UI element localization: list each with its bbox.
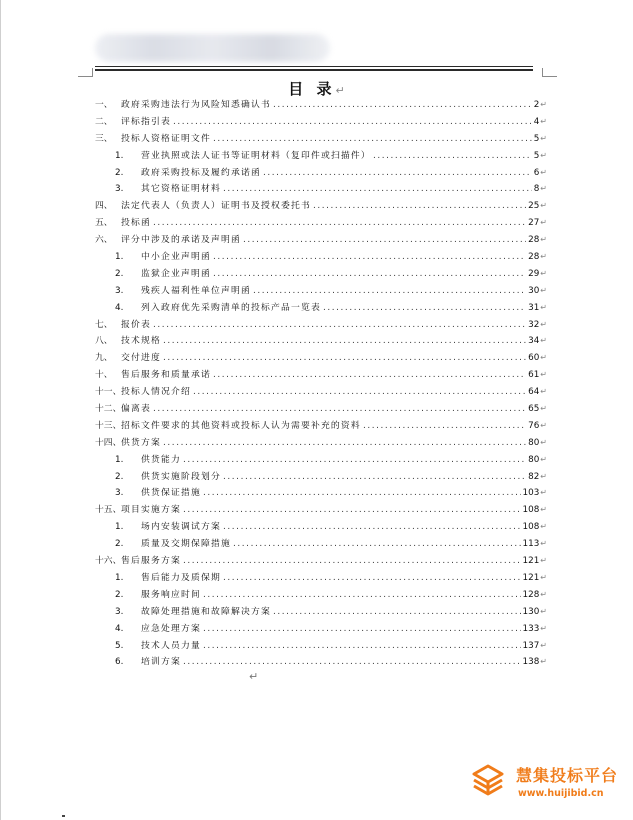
page-bottom-mark bbox=[62, 815, 65, 817]
toc-entry-number: 十四、 bbox=[95, 437, 122, 448]
toc-entry[interactable] bbox=[95, 367, 547, 384]
toc-entry-number: 十三、 bbox=[95, 420, 122, 431]
header-rule-thin bbox=[95, 66, 533, 67]
toc-dot-leader bbox=[223, 181, 532, 198]
paragraph-mark-icon: ↵ bbox=[249, 670, 259, 683]
toc-entry[interactable] bbox=[95, 283, 547, 300]
toc-entry-number: 九、 bbox=[95, 353, 113, 364]
paragraph-mark-icon: ↵ bbox=[540, 488, 547, 498]
toc-entry[interactable] bbox=[95, 384, 547, 401]
toc-entry-label: 售后服务和质量承诺 bbox=[121, 370, 211, 381]
page-title-text: 目 录 bbox=[288, 80, 336, 98]
toc-entry-page: 108 bbox=[522, 522, 540, 533]
toc-entry-page: 130 bbox=[522, 606, 540, 617]
toc-entry[interactable] bbox=[95, 587, 547, 604]
toc-entry-label: 中小企业声明函 bbox=[141, 252, 211, 263]
toc-entry-page: 121 bbox=[522, 572, 540, 583]
toc-dot-leader bbox=[203, 587, 521, 604]
toc-entry-number: 十二、 bbox=[95, 404, 122, 415]
toc-entry-label: 投标函 bbox=[121, 218, 151, 229]
toc-dot-leader bbox=[153, 317, 526, 334]
toc-entry-page: 6 bbox=[533, 167, 540, 178]
toc-dot-leader bbox=[273, 97, 532, 114]
watermark-logo bbox=[468, 760, 628, 806]
toc-entry-number: 十一、 bbox=[95, 387, 122, 398]
paragraph-mark-icon: ↵ bbox=[540, 556, 547, 566]
toc-entry-number: 五、 bbox=[95, 218, 113, 229]
toc-entry-page: 2 bbox=[533, 100, 540, 110]
toc-entry-page: 60 bbox=[528, 353, 540, 364]
huiji-logo-icon bbox=[468, 760, 506, 800]
toc-entry-number: 四、 bbox=[95, 201, 113, 212]
toc-entry-number: 2. bbox=[115, 539, 124, 550]
toc-entry[interactable] bbox=[95, 435, 547, 452]
paragraph-mark-icon: ↵ bbox=[540, 201, 547, 211]
paragraph-mark-icon: ↵ bbox=[540, 252, 547, 262]
toc-entry-label: 供货实施阶段划分 bbox=[141, 471, 221, 482]
toc-entry[interactable] bbox=[95, 131, 547, 148]
toc-entry-page: 29 bbox=[528, 268, 540, 279]
paragraph-mark-icon: ↵ bbox=[540, 522, 547, 532]
toc-dot-leader bbox=[213, 249, 526, 266]
paragraph-mark-icon: ↵ bbox=[540, 437, 547, 447]
toc-entry-label: 投标人情况介绍 bbox=[121, 387, 191, 398]
toc-entry-number: 二、 bbox=[95, 116, 113, 127]
toc-entry-number: 十六、 bbox=[95, 556, 122, 567]
paragraph-mark-icon: ↵ bbox=[540, 100, 547, 109]
paragraph-mark-icon: ↵ bbox=[540, 150, 547, 160]
margin-corner-mark-left bbox=[78, 68, 93, 77]
toc-entry-number: 一、 bbox=[95, 100, 113, 110]
toc-entry-page: 137 bbox=[522, 640, 540, 651]
toc-entry-number: 十、 bbox=[95, 370, 113, 381]
paragraph-mark-icon: ↵ bbox=[540, 184, 547, 194]
toc-entry-label: 监狱企业声明函 bbox=[141, 268, 211, 279]
toc-entry-label: 供货能力 bbox=[141, 454, 181, 465]
toc-entry-label: 报价表 bbox=[121, 319, 151, 330]
toc-entry-label: 评标指引表 bbox=[121, 116, 171, 127]
toc-dot-leader bbox=[323, 300, 526, 317]
toc-entry-number: 3. bbox=[115, 488, 124, 499]
toc-entry-page: 82 bbox=[528, 471, 540, 482]
toc-entry-label: 营业执照或法人证书等证明材料（复印件或扫描件） bbox=[141, 150, 371, 161]
paragraph-mark-icon: ↵ bbox=[540, 302, 547, 312]
toc-entry-page: 133 bbox=[522, 623, 540, 634]
paragraph-mark-icon: ↵ bbox=[540, 319, 547, 329]
toc-entry[interactable] bbox=[95, 638, 547, 655]
toc-entry-number: 4. bbox=[115, 623, 124, 634]
toc-entry-page: 76 bbox=[528, 420, 540, 431]
toc-dot-leader bbox=[223, 519, 521, 536]
toc-entry-number: 1. bbox=[115, 252, 124, 263]
paragraph-mark-icon: ↵ bbox=[540, 218, 547, 228]
toc-entry-label: 政府采购投标及履约承诺函 bbox=[141, 167, 261, 178]
toc-entry-label: 投标人资格证明文件 bbox=[121, 133, 211, 144]
toc-entry-number: 3. bbox=[115, 184, 124, 195]
toc-entry-number: 1. bbox=[115, 454, 124, 465]
toc-dot-leader bbox=[213, 367, 526, 384]
toc-entry-page: 80 bbox=[528, 454, 540, 465]
toc-dot-leader bbox=[223, 570, 521, 587]
paragraph-mark-icon: ↵ bbox=[540, 370, 547, 380]
toc-entry-number: 2. bbox=[115, 268, 124, 279]
paragraph-mark-icon: ↵ bbox=[540, 505, 547, 515]
toc-entry-page: 65 bbox=[528, 404, 540, 415]
toc-entry[interactable] bbox=[95, 401, 547, 418]
margin-corner-mark-right bbox=[542, 68, 557, 77]
toc-entry-page: 32 bbox=[528, 319, 540, 330]
page-title bbox=[0, 78, 633, 99]
paragraph-mark-icon: ↵ bbox=[540, 353, 547, 363]
toc-dot-leader bbox=[203, 621, 521, 638]
paragraph-mark-icon: ↵ bbox=[540, 454, 547, 464]
toc-dot-leader bbox=[203, 485, 521, 502]
toc-dot-leader bbox=[153, 215, 526, 232]
toc-entry-page: 121 bbox=[522, 556, 540, 567]
toc-dot-leader bbox=[163, 333, 526, 350]
paragraph-mark-icon: ↵ bbox=[540, 133, 547, 143]
table-of-contents bbox=[95, 97, 547, 671]
toc-entry-page: 61 bbox=[528, 370, 540, 381]
toc-entry-page: 138 bbox=[522, 657, 540, 668]
toc-entry-label: 培训方案 bbox=[141, 657, 181, 668]
paragraph-mark-icon: ↵ bbox=[540, 235, 547, 245]
toc-entry-number: 3. bbox=[115, 606, 124, 617]
paragraph-mark-icon: ↵ bbox=[540, 167, 547, 177]
toc-entry-number: 2. bbox=[115, 167, 124, 178]
toc-dot-leader bbox=[153, 401, 526, 418]
toc-dot-leader bbox=[173, 114, 532, 131]
toc-entry[interactable] bbox=[95, 148, 547, 165]
toc-entry[interactable] bbox=[95, 502, 547, 519]
toc-entry-label: 交付进度 bbox=[121, 353, 161, 364]
toc-dot-leader bbox=[213, 131, 532, 148]
paragraph-mark-icon: ↵ bbox=[540, 539, 547, 549]
toc-entry[interactable] bbox=[95, 300, 547, 317]
toc-entry-number: 七、 bbox=[95, 319, 113, 330]
toc-entry[interactable] bbox=[95, 452, 547, 469]
toc-entry-number: 十五、 bbox=[95, 505, 122, 516]
toc-entry-label: 应急处理方案 bbox=[141, 623, 201, 634]
toc-entry-number: 2. bbox=[115, 589, 124, 600]
toc-entry[interactable] bbox=[95, 536, 547, 553]
toc-entry-page: 28 bbox=[528, 235, 540, 246]
toc-dot-leader bbox=[223, 469, 526, 486]
toc-entry-label: 评分中涉及的承诺及声明函 bbox=[121, 235, 241, 246]
toc-entry-page: 108 bbox=[522, 505, 540, 516]
toc-dot-leader bbox=[313, 198, 526, 215]
paragraph-mark-icon: ↵ bbox=[540, 387, 547, 397]
toc-entry[interactable] bbox=[95, 418, 547, 435]
toc-entry-label: 项目实施方案 bbox=[121, 505, 181, 516]
toc-entry[interactable] bbox=[95, 317, 547, 334]
paragraph-mark-icon: ↵ bbox=[540, 572, 547, 582]
toc-entry[interactable] bbox=[95, 570, 547, 587]
toc-dot-leader bbox=[263, 165, 532, 182]
toc-entry-number: 6. bbox=[115, 657, 124, 668]
toc-entry-number: 3. bbox=[115, 285, 124, 296]
toc-entry[interactable] bbox=[95, 621, 547, 638]
toc-entry[interactable] bbox=[95, 232, 547, 249]
toc-dot-leader bbox=[273, 604, 521, 621]
paragraph-mark-icon: ↵ bbox=[540, 606, 547, 616]
header-redacted-text bbox=[95, 34, 330, 62]
toc-entry-label: 技术规格 bbox=[121, 336, 161, 347]
toc-entry-label: 服务响应时间 bbox=[141, 589, 201, 600]
toc-entry-page: 64 bbox=[528, 387, 540, 398]
toc-entry[interactable] bbox=[95, 97, 547, 114]
toc-entry-label: 售后服务方案 bbox=[121, 556, 181, 567]
toc-dot-leader bbox=[183, 553, 521, 570]
paragraph-mark-icon: ↵ bbox=[540, 471, 547, 481]
paragraph-mark-icon: ↵ bbox=[540, 657, 547, 667]
toc-entry-page: 31 bbox=[528, 302, 540, 313]
paragraph-mark-icon: ↵ bbox=[540, 285, 547, 295]
toc-entry[interactable] bbox=[95, 198, 547, 215]
paragraph-mark-icon: ↵ bbox=[540, 589, 547, 599]
toc-dot-leader bbox=[243, 232, 526, 249]
paragraph-mark-icon: ↵ bbox=[540, 268, 547, 278]
toc-entry-label: 其它资格证明材料 bbox=[141, 184, 221, 195]
paragraph-mark-icon: ↵ bbox=[540, 404, 547, 414]
toc-entry-label: 场内安装调试方案 bbox=[141, 522, 221, 533]
toc-entry-number: 三、 bbox=[95, 133, 113, 144]
toc-entry[interactable] bbox=[95, 333, 547, 350]
toc-entry-page: 80 bbox=[528, 437, 540, 448]
watermark-url: www.huijibid.cn bbox=[518, 788, 604, 799]
toc-entry-number: 1. bbox=[115, 150, 124, 161]
toc-entry-label: 偏离表 bbox=[121, 404, 151, 415]
toc-entry-number: 1. bbox=[115, 572, 124, 583]
toc-entry-page: 5 bbox=[533, 133, 540, 144]
toc-dot-leader bbox=[183, 502, 521, 519]
toc-dot-leader bbox=[183, 452, 526, 469]
toc-entry[interactable] bbox=[95, 604, 547, 621]
toc-entry-page: 27 bbox=[528, 218, 540, 229]
toc-entry-number: 2. bbox=[115, 471, 124, 482]
toc-entry-number: 八、 bbox=[95, 336, 113, 347]
toc-entry-number: 5. bbox=[115, 640, 124, 651]
paragraph-mark-icon: ↵ bbox=[540, 116, 547, 126]
toc-entry-page: 34 bbox=[528, 336, 540, 347]
toc-entry-label: 法定代表人（负责人）证明书及授权委托书 bbox=[121, 201, 311, 212]
toc-entry-page: 8 bbox=[533, 184, 540, 195]
toc-entry[interactable] bbox=[95, 553, 547, 570]
toc-entry[interactable] bbox=[95, 114, 547, 131]
toc-entry-number: 六、 bbox=[95, 235, 113, 246]
toc-entry-label: 技术人员力量 bbox=[141, 640, 201, 651]
toc-entry[interactable] bbox=[95, 469, 547, 486]
toc-entry[interactable] bbox=[95, 266, 547, 283]
toc-entry-label: 供货方案 bbox=[121, 437, 161, 448]
toc-entry-label: 列入政府优先采购清单的投标产品一览表 bbox=[141, 302, 321, 313]
toc-dot-leader bbox=[363, 418, 526, 435]
paragraph-mark-icon: ↵ bbox=[540, 640, 547, 650]
toc-dot-leader bbox=[373, 148, 532, 165]
toc-entry[interactable] bbox=[95, 350, 547, 367]
toc-dot-leader bbox=[183, 654, 521, 671]
paragraph-mark-icon: ↵ bbox=[540, 623, 547, 633]
toc-dot-leader bbox=[163, 350, 526, 367]
header-rule-thick bbox=[95, 69, 533, 71]
page-left-border bbox=[0, 0, 1, 820]
toc-entry-label: 售后能力及质保期 bbox=[141, 572, 221, 583]
toc-entry-page: 103 bbox=[522, 488, 540, 499]
toc-entry[interactable] bbox=[95, 181, 547, 198]
toc-entry-label: 残疾人福利性单位声明函 bbox=[141, 285, 251, 296]
toc-dot-leader bbox=[203, 638, 521, 655]
toc-entry-label: 质量及交期保障措施 bbox=[141, 539, 231, 550]
toc-entry-page: 30 bbox=[528, 285, 540, 296]
toc-entry-label: 故障处理措施和故障解决方案 bbox=[141, 606, 271, 617]
toc-entry-page: 4 bbox=[533, 116, 540, 127]
toc-entry-page: 113 bbox=[522, 539, 540, 550]
toc-dot-leader bbox=[213, 266, 526, 283]
toc-entry-page: 25 bbox=[528, 201, 540, 212]
paragraph-mark-icon: ↵ bbox=[540, 336, 547, 346]
toc-entry[interactable] bbox=[95, 215, 547, 232]
toc-dot-leader bbox=[253, 283, 526, 300]
paragraph-mark-icon: ↵ bbox=[335, 84, 345, 97]
toc-entry[interactable] bbox=[95, 249, 547, 266]
toc-entry-number: 1. bbox=[115, 522, 124, 533]
toc-dot-leader bbox=[163, 435, 526, 452]
toc-dot-leader bbox=[233, 536, 521, 553]
paragraph-mark-icon: ↵ bbox=[540, 420, 547, 430]
toc-dot-leader bbox=[193, 384, 526, 401]
toc-entry-page: 28 bbox=[528, 252, 540, 263]
toc-entry-label: 政府采购违法行为风险知悉确认书 bbox=[121, 100, 271, 110]
watermark-name: 慧集投标平台 bbox=[516, 766, 619, 785]
toc-entry-page: 128 bbox=[522, 589, 540, 600]
toc-entry[interactable] bbox=[95, 519, 547, 536]
toc-entry[interactable] bbox=[95, 165, 547, 182]
toc-entry-label: 供货保证措施 bbox=[141, 488, 201, 499]
toc-entry-number: 4. bbox=[115, 302, 124, 313]
toc-entry[interactable] bbox=[95, 485, 547, 502]
toc-entry[interactable] bbox=[95, 654, 547, 671]
toc-entry-page: 5 bbox=[533, 150, 540, 161]
toc-entry-label: 招标文件要求的其他资料或投标人认为需要补充的资料 bbox=[121, 420, 361, 431]
